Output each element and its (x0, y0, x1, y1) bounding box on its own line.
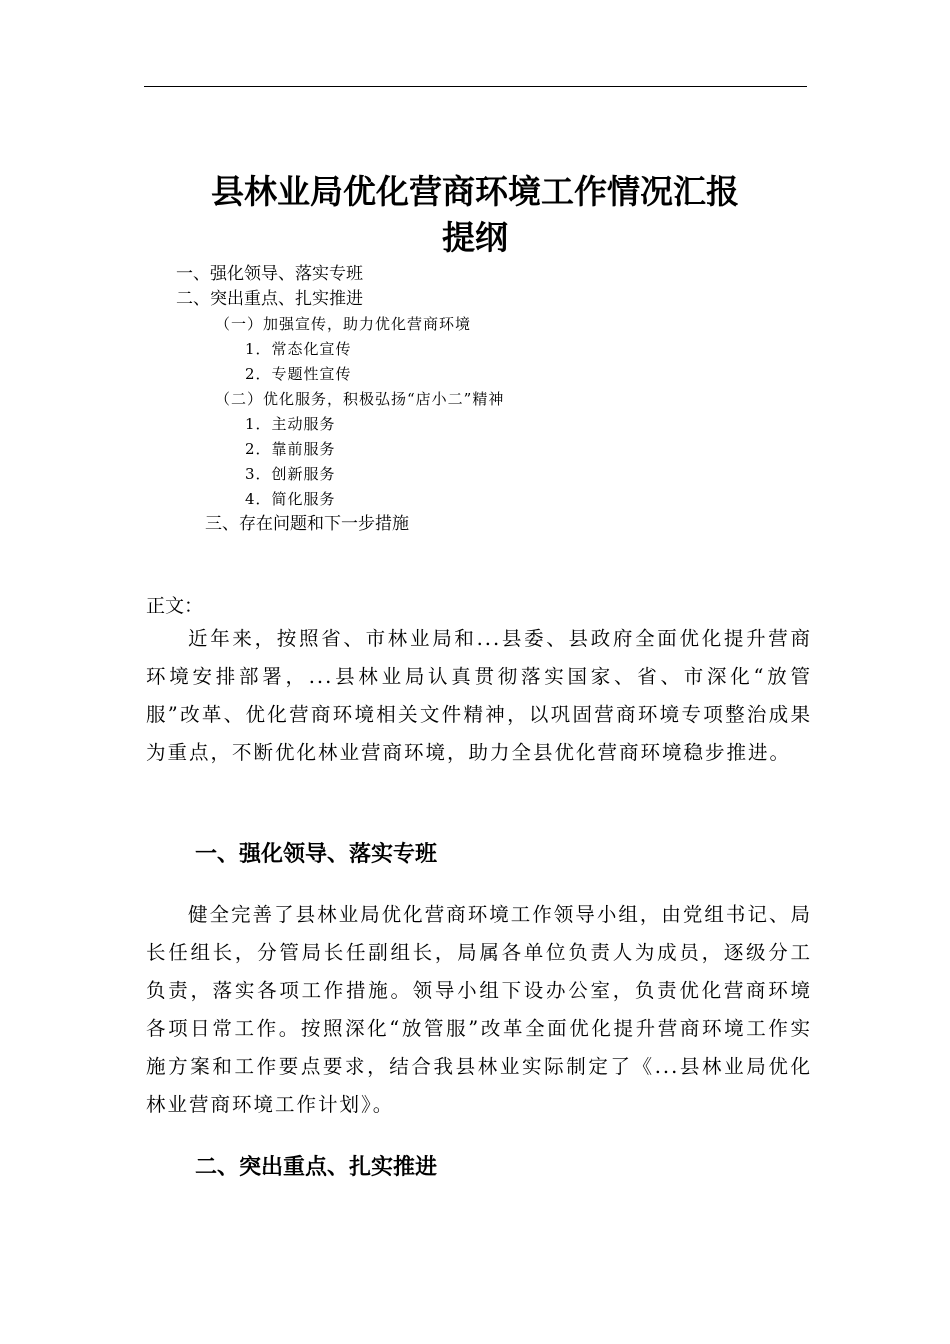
outline-item-point-1-1: 1．常态化宣传 (245, 340, 352, 358)
body-paragraph-section-1: 健全完善了县林业局优化营商环境工作领导小组，由党组书记、局长任组长，分管局长任副组长，局属各单位负责人为成员，逐级分工负责，落实各项工作措施。领导小组下设办公室，负责优化营商环境各项日常工作。按照深化“放管服”改革全面优化提升营商环境工作实施方案和工作要点要求，结合我县林业实际制定了《...县林业局优化林业营商环境工作计划》。 (146, 903, 812, 1116)
section-heading-2: 二、突出重点、扎实推进 (195, 1155, 438, 1180)
outline-item-section-1: 一、强化领导、落实专班 (176, 264, 363, 284)
outline-item-point-2-4: 4．简化服务 (245, 490, 336, 508)
outline-item-section-3: 三、存在问题和下一步措施 (205, 514, 409, 534)
outline-item-point-2-1: 1．主动服务 (245, 415, 336, 433)
section-heading-1: 一、强化领导、落实专班 (195, 842, 438, 867)
document-title-line-1: 县林业局优化营商环境工作情况汇报 (211, 172, 739, 211)
outline-item-subsection-2: （二）优化服务，积极弘扬“店小二”精神 (215, 390, 505, 408)
body-paragraph-intro: 近年来，按照省、市林业局和...县委、县政府全面优化提升营商环境安排部署，...县林业局认真贯彻落实国家、省、市深化“放管服”改革、优化营商环境相关文件精神，以巩固营商环境专项整治成果为重点，不断优化林业营商环境，助力全县优化营商环境稳步推进。 (146, 627, 812, 764)
outline-item-point-2-2: 2．靠前服务 (245, 440, 336, 458)
outline-item-point-1-2: 2．专题性宣传 (245, 365, 352, 383)
body-label: 正文： (146, 595, 204, 617)
outline-item-point-2-3: 3．创新服务 (245, 465, 336, 483)
document-title-line-2: 提纲 (442, 218, 508, 257)
outline-item-subsection-1: （一）加强宣传，助力优化营商环境 (215, 315, 472, 333)
outline-item-section-2: 二、突出重点、扎实推进 (176, 289, 363, 309)
header-rule (144, 86, 807, 87)
